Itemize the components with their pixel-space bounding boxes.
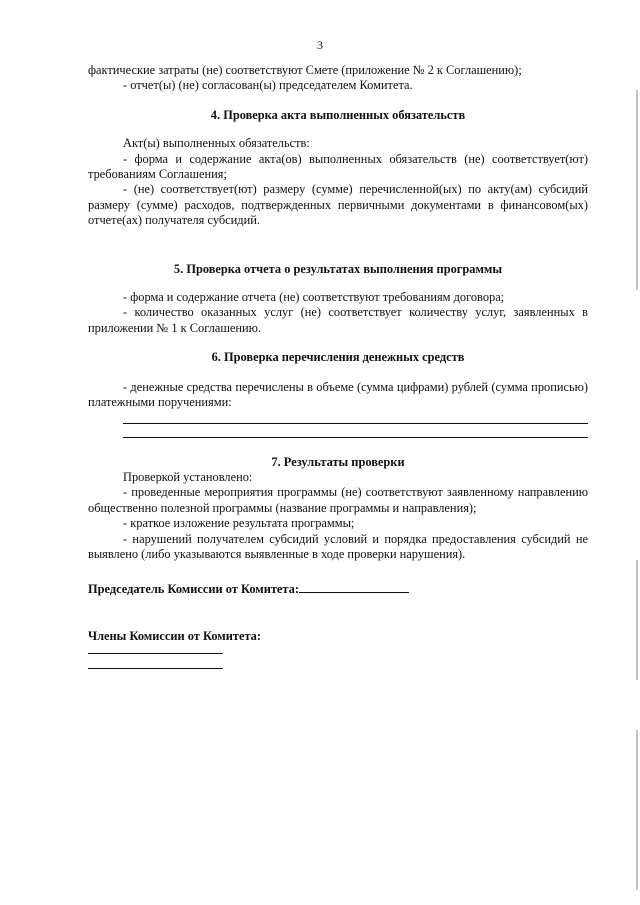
section-4-item-1: - форма и содержание акта(ов) выполненных обязательств (не) соответствует(ют) требованиям Соглашения; [88, 151, 588, 182]
blank-line-2 [123, 437, 588, 438]
top-line-1: фактические затраты (не) соответствуют Смете (приложение № 2 к Соглашению); [88, 63, 522, 77]
page-number: 3 [317, 38, 323, 52]
scan-edge-mark-lower [636, 730, 638, 890]
document-body [88, 63, 588, 669]
section-6-item-1: - денежные средства перечислены в объеме (сумма цифрами) рублей (сумма прописью) платежными поручениями: [88, 379, 588, 410]
section-7-item-2: - краткое изложение результата программы; [123, 516, 355, 531]
blank-line-1 [123, 423, 588, 424]
section-5-item-2: - количество оказанных услуг (не) соответствует количеству услуг, заявленных в приложении № 1 к Соглашению. [88, 305, 588, 335]
members-label: Члены Комиссии от Комитета: [88, 628, 262, 643]
scan-edge-mark-middle [636, 560, 638, 680]
top-line-2: - отчет(ы) (не) согласован(ы) председателем Комитета. [123, 78, 413, 93]
section-4-title: 4. Проверка акта выполненных обязательств [210, 107, 466, 122]
section-5-item-1: - форма и содержание отчета (не) соответствуют требованиям договора; [123, 290, 505, 305]
section-7-title: 7. Результаты проверки [271, 454, 405, 469]
member-signature-blank-1 [88, 653, 223, 654]
chairman-signature-line [88, 580, 588, 597]
section-7-item-1: - проведенные мероприятия программы (не) соответствуют заявленному направлению общественно полезной программы (название программы и направления); [88, 485, 588, 515]
section-5-title: 5. Проверка отчета о результатах выполнения программы [173, 261, 503, 276]
section-7-item-3: - нарушений получателем субсидий условий и порядка предоставления субсидий не выявлено (либо указываются выявленные в ходе проверки нарушения). [88, 531, 588, 561]
member-signature-blank-2 [88, 668, 223, 669]
chairman-signature-blank [299, 580, 409, 593]
section-7-intro: Проверкой установлено: [123, 469, 253, 484]
chairman-label: Председатель Комиссии от Комитета: [88, 582, 299, 597]
section-4-item-2: - (не) соответствует(ют) размеру (сумме) перечисленной(ых) по акту(ам) субсидий размеру (сумме) расходов, подтвержденных первичными документами в финансовом(ых) отчете(ах) получателя субсидий. [88, 182, 588, 228]
section-6-title: 6. Проверка перечисления денежных средств [211, 350, 465, 365]
scan-edge-mark-upper [636, 90, 638, 290]
section-4-intro: Акт(ы) выполненных обязательств: [123, 136, 310, 151]
